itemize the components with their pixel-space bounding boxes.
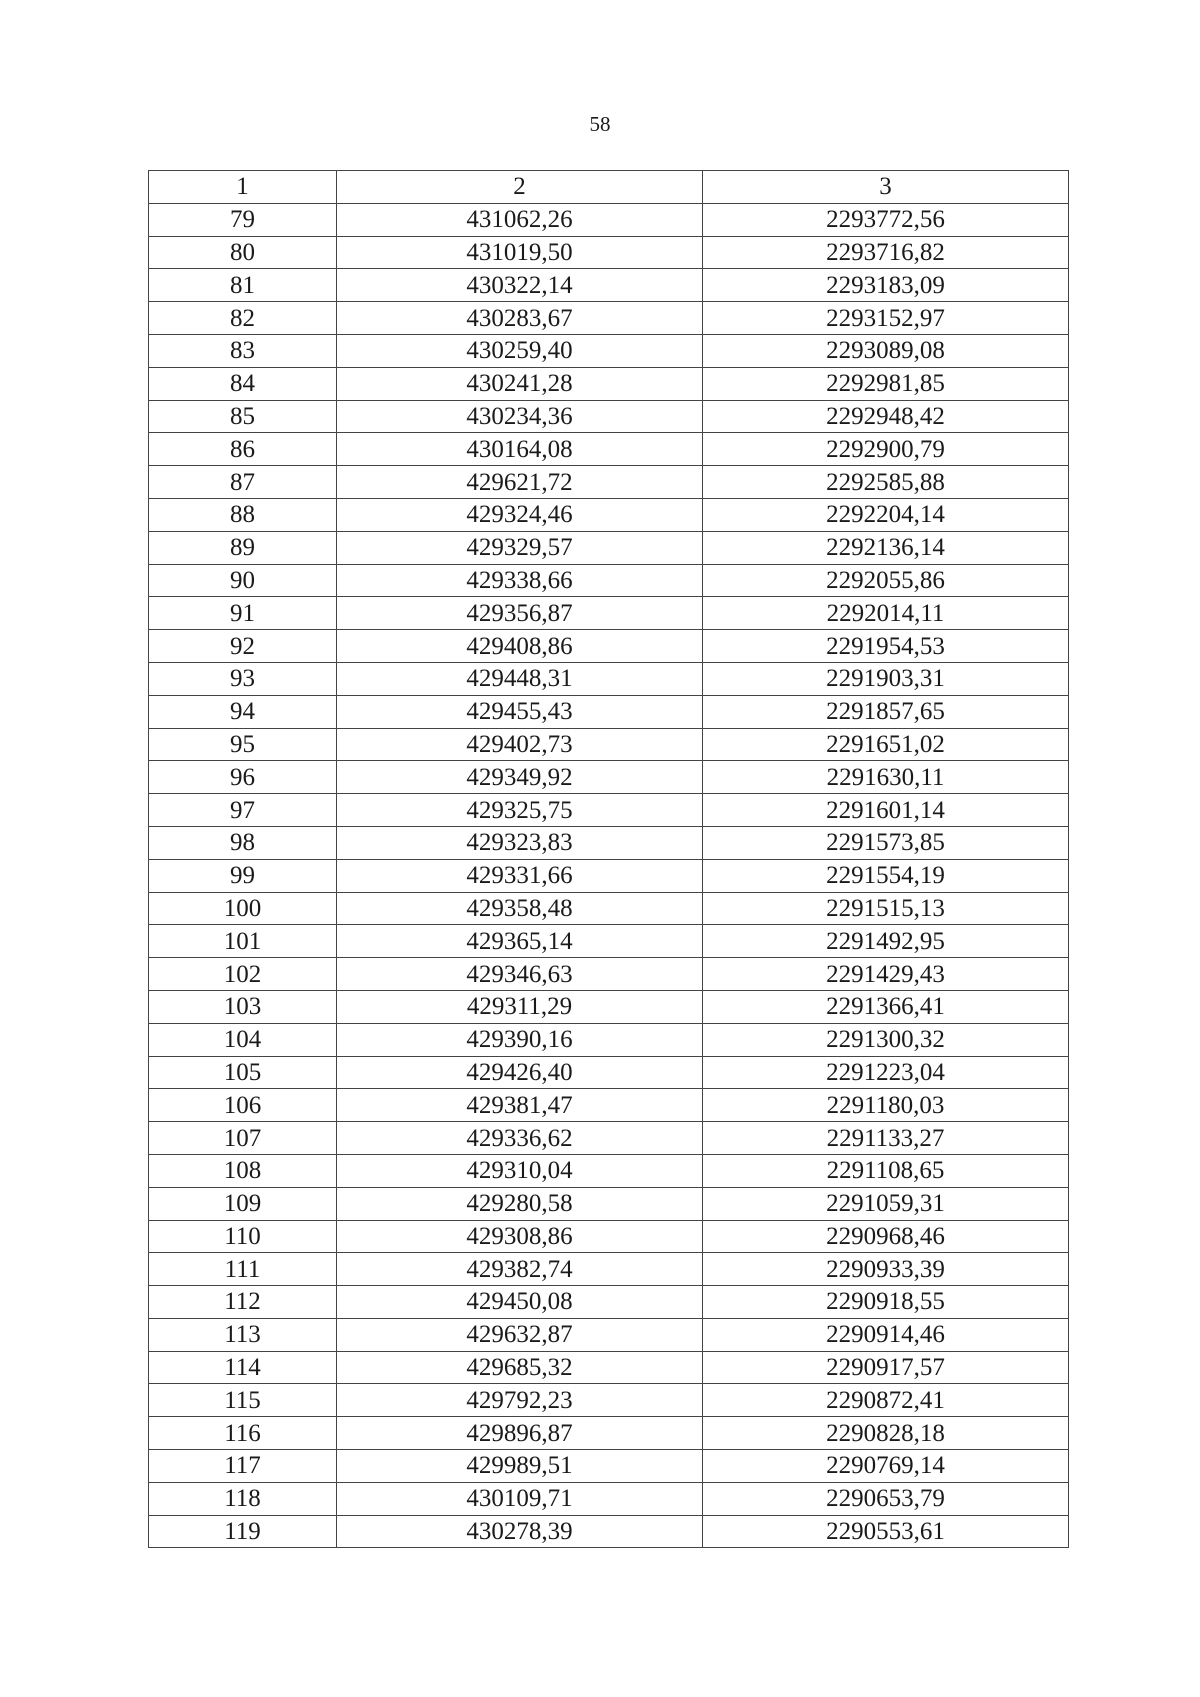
point-number-cell: 82 — [149, 302, 337, 335]
y-coordinate-cell: 2291366,41 — [703, 990, 1069, 1023]
x-coordinate-cell: 430259,40 — [337, 334, 703, 367]
x-coordinate-cell: 429308,86 — [337, 1220, 703, 1253]
x-coordinate-cell: 430278,39 — [337, 1515, 703, 1548]
table-row — [149, 564, 1069, 597]
y-coordinate-cell: 2291554,19 — [703, 859, 1069, 892]
table-row — [149, 695, 1069, 728]
y-coordinate-cell: 2292948,42 — [703, 400, 1069, 433]
point-number-cell: 93 — [149, 662, 337, 695]
y-coordinate-cell: 2291223,04 — [703, 1056, 1069, 1089]
table-row — [149, 1417, 1069, 1450]
x-coordinate-cell: 429989,51 — [337, 1450, 703, 1483]
y-coordinate-cell: 2292981,85 — [703, 367, 1069, 400]
table-row — [149, 1220, 1069, 1253]
x-coordinate-cell: 429382,74 — [337, 1253, 703, 1286]
y-coordinate-cell: 2291133,27 — [703, 1122, 1069, 1155]
x-coordinate-cell: 429346,63 — [337, 958, 703, 991]
table-row — [149, 1482, 1069, 1515]
point-number-cell: 86 — [149, 433, 337, 466]
table-row — [149, 1023, 1069, 1056]
y-coordinate-cell: 2291429,43 — [703, 958, 1069, 991]
point-number-cell: 104 — [149, 1023, 337, 1056]
table-row — [149, 498, 1069, 531]
x-coordinate-cell: 429323,83 — [337, 826, 703, 859]
y-coordinate-cell: 2290872,41 — [703, 1384, 1069, 1417]
point-number-cell: 85 — [149, 400, 337, 433]
x-coordinate-cell: 429338,66 — [337, 564, 703, 597]
point-number-cell: 117 — [149, 1450, 337, 1483]
x-coordinate-cell: 429402,73 — [337, 728, 703, 761]
x-coordinate-cell: 429349,92 — [337, 761, 703, 794]
table-row — [149, 433, 1069, 466]
table-row — [149, 1515, 1069, 1548]
point-number-cell: 113 — [149, 1318, 337, 1351]
point-number-cell: 101 — [149, 925, 337, 958]
table-row — [149, 794, 1069, 827]
x-coordinate-cell: 429381,47 — [337, 1089, 703, 1122]
point-number-cell: 88 — [149, 498, 337, 531]
point-number-cell: 111 — [149, 1253, 337, 1286]
table-row — [149, 400, 1069, 433]
y-coordinate-cell: 2291903,31 — [703, 662, 1069, 695]
table-row — [149, 859, 1069, 892]
y-coordinate-cell: 2292585,88 — [703, 466, 1069, 499]
x-coordinate-cell: 431062,26 — [337, 203, 703, 236]
y-coordinate-cell: 2293772,56 — [703, 203, 1069, 236]
point-number-cell: 95 — [149, 728, 337, 761]
y-coordinate-cell: 2291300,32 — [703, 1023, 1069, 1056]
table-row — [149, 1154, 1069, 1187]
x-coordinate-cell: 429792,23 — [337, 1384, 703, 1417]
y-coordinate-cell: 2293716,82 — [703, 236, 1069, 269]
y-coordinate-cell: 2291492,95 — [703, 925, 1069, 958]
table-row — [149, 1384, 1069, 1417]
y-coordinate-cell: 2291601,14 — [703, 794, 1069, 827]
x-coordinate-cell: 429621,72 — [337, 466, 703, 499]
point-number-cell: 100 — [149, 892, 337, 925]
point-number-cell: 102 — [149, 958, 337, 991]
table-row — [149, 761, 1069, 794]
y-coordinate-cell: 2290653,79 — [703, 1482, 1069, 1515]
point-number-cell: 92 — [149, 630, 337, 663]
x-coordinate-cell: 429336,62 — [337, 1122, 703, 1155]
x-coordinate-cell: 429685,32 — [337, 1351, 703, 1384]
y-coordinate-cell: 2290968,46 — [703, 1220, 1069, 1253]
x-coordinate-cell: 429450,08 — [337, 1286, 703, 1319]
table-row — [149, 1318, 1069, 1351]
point-number-cell: 116 — [149, 1417, 337, 1450]
point-number-cell: 94 — [149, 695, 337, 728]
y-coordinate-cell: 2291108,65 — [703, 1154, 1069, 1187]
point-number-cell: 118 — [149, 1482, 337, 1515]
table-body — [149, 203, 1069, 1548]
table-row — [149, 662, 1069, 695]
x-coordinate-cell: 430234,36 — [337, 400, 703, 433]
point-number-cell: 115 — [149, 1384, 337, 1417]
table-row — [149, 958, 1069, 991]
x-coordinate-cell: 429390,16 — [337, 1023, 703, 1056]
table-row — [149, 302, 1069, 335]
x-coordinate-cell: 429310,04 — [337, 1154, 703, 1187]
point-number-cell: 108 — [149, 1154, 337, 1187]
table-row — [149, 1253, 1069, 1286]
column-header: 3 — [703, 171, 1069, 204]
x-coordinate-cell: 429365,14 — [337, 925, 703, 958]
point-number-cell: 107 — [149, 1122, 337, 1155]
y-coordinate-cell: 2292055,86 — [703, 564, 1069, 597]
point-number-cell: 90 — [149, 564, 337, 597]
table-row — [149, 892, 1069, 925]
x-coordinate-cell: 430164,08 — [337, 433, 703, 466]
point-number-cell: 112 — [149, 1286, 337, 1319]
table-row — [149, 1450, 1069, 1483]
table-row — [149, 728, 1069, 761]
table-row — [149, 1286, 1069, 1319]
table-row — [149, 269, 1069, 302]
y-coordinate-cell: 2291059,31 — [703, 1187, 1069, 1220]
y-coordinate-cell: 2290769,14 — [703, 1450, 1069, 1483]
y-coordinate-cell: 2290917,57 — [703, 1351, 1069, 1384]
x-coordinate-cell: 429358,48 — [337, 892, 703, 925]
y-coordinate-cell: 2293152,97 — [703, 302, 1069, 335]
x-coordinate-cell: 429448,31 — [337, 662, 703, 695]
point-number-cell: 119 — [149, 1515, 337, 1548]
y-coordinate-cell: 2291573,85 — [703, 826, 1069, 859]
point-number-cell: 99 — [149, 859, 337, 892]
x-coordinate-cell: 430241,28 — [337, 367, 703, 400]
point-number-cell: 80 — [149, 236, 337, 269]
y-coordinate-cell: 2290933,39 — [703, 1253, 1069, 1286]
table-row — [149, 334, 1069, 367]
column-header: 1 — [149, 171, 337, 204]
table-row — [149, 1187, 1069, 1220]
y-coordinate-cell: 2291954,53 — [703, 630, 1069, 663]
table-row — [149, 1056, 1069, 1089]
y-coordinate-cell: 2293183,09 — [703, 269, 1069, 302]
x-coordinate-cell: 430109,71 — [337, 1482, 703, 1515]
point-number-cell: 109 — [149, 1187, 337, 1220]
x-coordinate-cell: 430283,67 — [337, 302, 703, 335]
y-coordinate-cell: 2290553,61 — [703, 1515, 1069, 1548]
y-coordinate-cell: 2291515,13 — [703, 892, 1069, 925]
point-number-cell: 96 — [149, 761, 337, 794]
coordinates-table — [148, 170, 1069, 1548]
point-number-cell: 103 — [149, 990, 337, 1023]
x-coordinate-cell: 429632,87 — [337, 1318, 703, 1351]
y-coordinate-cell: 2292014,11 — [703, 597, 1069, 630]
column-header: 2 — [337, 171, 703, 204]
x-coordinate-cell: 429426,40 — [337, 1056, 703, 1089]
y-coordinate-cell: 2292136,14 — [703, 531, 1069, 564]
x-coordinate-cell: 430322,14 — [337, 269, 703, 302]
y-coordinate-cell: 2290918,55 — [703, 1286, 1069, 1319]
y-coordinate-cell: 2290828,18 — [703, 1417, 1069, 1450]
table-row — [149, 466, 1069, 499]
x-coordinate-cell: 429280,58 — [337, 1187, 703, 1220]
point-number-cell: 97 — [149, 794, 337, 827]
x-coordinate-cell: 429311,29 — [337, 990, 703, 1023]
table-row — [149, 203, 1069, 236]
table-row — [149, 826, 1069, 859]
page-number: 58 — [589, 112, 611, 136]
table-header-row — [149, 171, 1069, 204]
x-coordinate-cell: 429324,46 — [337, 498, 703, 531]
point-number-cell: 105 — [149, 1056, 337, 1089]
y-coordinate-cell: 2291180,03 — [703, 1089, 1069, 1122]
table-row — [149, 925, 1069, 958]
x-coordinate-cell: 429331,66 — [337, 859, 703, 892]
table-row — [149, 531, 1069, 564]
x-coordinate-cell: 429329,57 — [337, 531, 703, 564]
y-coordinate-cell: 2291857,65 — [703, 695, 1069, 728]
point-number-cell: 87 — [149, 466, 337, 499]
x-coordinate-cell: 429455,43 — [337, 695, 703, 728]
point-number-cell: 114 — [149, 1351, 337, 1384]
point-number-cell: 89 — [149, 531, 337, 564]
table-row — [149, 597, 1069, 630]
x-coordinate-cell: 429356,87 — [337, 597, 703, 630]
y-coordinate-cell: 2292204,14 — [703, 498, 1069, 531]
x-coordinate-cell: 431019,50 — [337, 236, 703, 269]
table-row — [149, 630, 1069, 663]
table-row — [149, 1351, 1069, 1384]
table-row — [149, 1122, 1069, 1155]
point-number-cell: 110 — [149, 1220, 337, 1253]
y-coordinate-cell: 2291651,02 — [703, 728, 1069, 761]
x-coordinate-cell: 429896,87 — [337, 1417, 703, 1450]
y-coordinate-cell: 2292900,79 — [703, 433, 1069, 466]
table-row — [149, 1089, 1069, 1122]
point-number-cell: 79 — [149, 203, 337, 236]
y-coordinate-cell: 2293089,08 — [703, 334, 1069, 367]
y-coordinate-cell: 2291630,11 — [703, 761, 1069, 794]
table-row — [149, 367, 1069, 400]
point-number-cell: 81 — [149, 269, 337, 302]
point-number-cell: 98 — [149, 826, 337, 859]
point-number-cell: 83 — [149, 334, 337, 367]
x-coordinate-cell: 429408,86 — [337, 630, 703, 663]
point-number-cell: 91 — [149, 597, 337, 630]
table-row — [149, 236, 1069, 269]
x-coordinate-cell: 429325,75 — [337, 794, 703, 827]
point-number-cell: 106 — [149, 1089, 337, 1122]
y-coordinate-cell: 2290914,46 — [703, 1318, 1069, 1351]
point-number-cell: 84 — [149, 367, 337, 400]
table-row — [149, 990, 1069, 1023]
